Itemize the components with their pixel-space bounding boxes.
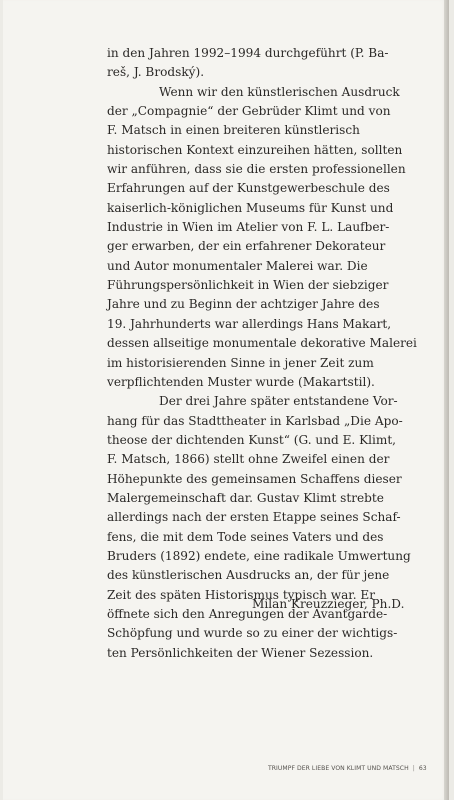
text-line: F. Matsch, 1866) stellt ohne Zweifel einen der bbox=[107, 452, 390, 467]
text-line: allerdings nach der ersten Etappe seines Schaf- bbox=[107, 510, 401, 525]
text-line: Jahre und zu Beginn der achtziger Jahre des bbox=[107, 297, 380, 312]
text-line: im historisierenden Sinne in jener Zeit zum bbox=[107, 355, 374, 370]
text-line: 19. Jahrhunderts war allerdings Hans Makart, bbox=[107, 316, 392, 331]
author-signature: Milan Kreuzzieger, Ph.D. bbox=[252, 597, 405, 611]
running-title: TRIUMPF DER LIEBE VON KLIMT UND MATSCH bbox=[268, 765, 409, 772]
text-line: wir anführen, dass sie die ersten professionellen bbox=[107, 162, 406, 177]
text-line: F. Matsch in einen breiteren künstlerisch bbox=[107, 123, 360, 138]
text-line: des künstlerischen Ausdrucks an, der für jene bbox=[107, 568, 390, 583]
text-line: kaiserlich-königlichen Museums für Kunst und bbox=[107, 200, 394, 215]
text-line: dessen allseitige monumentale dekorative Malerei bbox=[107, 336, 417, 351]
text-line: in den Jahren 1992–1994 durchgeführt (P. Ba- bbox=[107, 46, 389, 60]
text-line: Zeit des späten Historismus typisch war. Er bbox=[107, 587, 376, 602]
footer-separator: | bbox=[412, 765, 415, 772]
text-line: reš, J. Brodský). bbox=[107, 65, 205, 80]
text-line: Schöpfung und wurde so zu einer der wichtigs- bbox=[107, 626, 398, 641]
text-line: Der drei Jahre später entstandene Vor- bbox=[159, 394, 398, 409]
text-line: verpflichtenden Muster wurde (Makartstil). bbox=[107, 374, 375, 389]
text-line: der „Compagnie“ der Gebrüder Klimt und von bbox=[107, 104, 391, 119]
text-line: Bruders (1892) endete, eine radikale Umwertung bbox=[107, 548, 411, 563]
book-page bbox=[3, 0, 449, 800]
text-line: fens, die mit dem Tode seines Vaters und des bbox=[107, 529, 384, 544]
text-line: und Autor monumentaler Malerei war. Die bbox=[107, 258, 368, 273]
text-line: Wenn wir den künstlerischen Ausdruck bbox=[159, 84, 400, 99]
page-number: 63 bbox=[418, 765, 427, 772]
text-line: Industrie in Wien im Atelier von F. L. Laufber- bbox=[107, 220, 390, 235]
text-line: historischen Kontext einzureihen hätten, sollten bbox=[107, 142, 403, 157]
text-line: ten Persönlichkeiten der Wiener Sezession. bbox=[107, 645, 374, 660]
text-line: Malergemeinschaft dar. Gustav Klimt strebte bbox=[107, 490, 384, 505]
text-line: Erfahrungen auf der Kunstgewerbeschule des bbox=[107, 181, 390, 196]
text-line: hang für das Stadttheater in Karlsbad „Die Apo- bbox=[107, 413, 403, 428]
page-binding-edge bbox=[444, 0, 449, 800]
text-line: ger erwarben, der ein erfahrener Dekorateur bbox=[107, 239, 386, 254]
text-line: öffnete sich den Anregungen der Avantgarde- bbox=[107, 606, 388, 621]
article-body bbox=[107, 44, 425, 663]
text-line: Führungspersönlichkeit in Wien der siebziger bbox=[107, 278, 389, 293]
page-footer bbox=[268, 765, 427, 772]
text-line: Höhepunkte des gemeinsamen Schaffens dieser bbox=[107, 471, 402, 486]
text-line: theose der dichtenden Kunst“ (G. und E. Klimt, bbox=[107, 432, 397, 447]
